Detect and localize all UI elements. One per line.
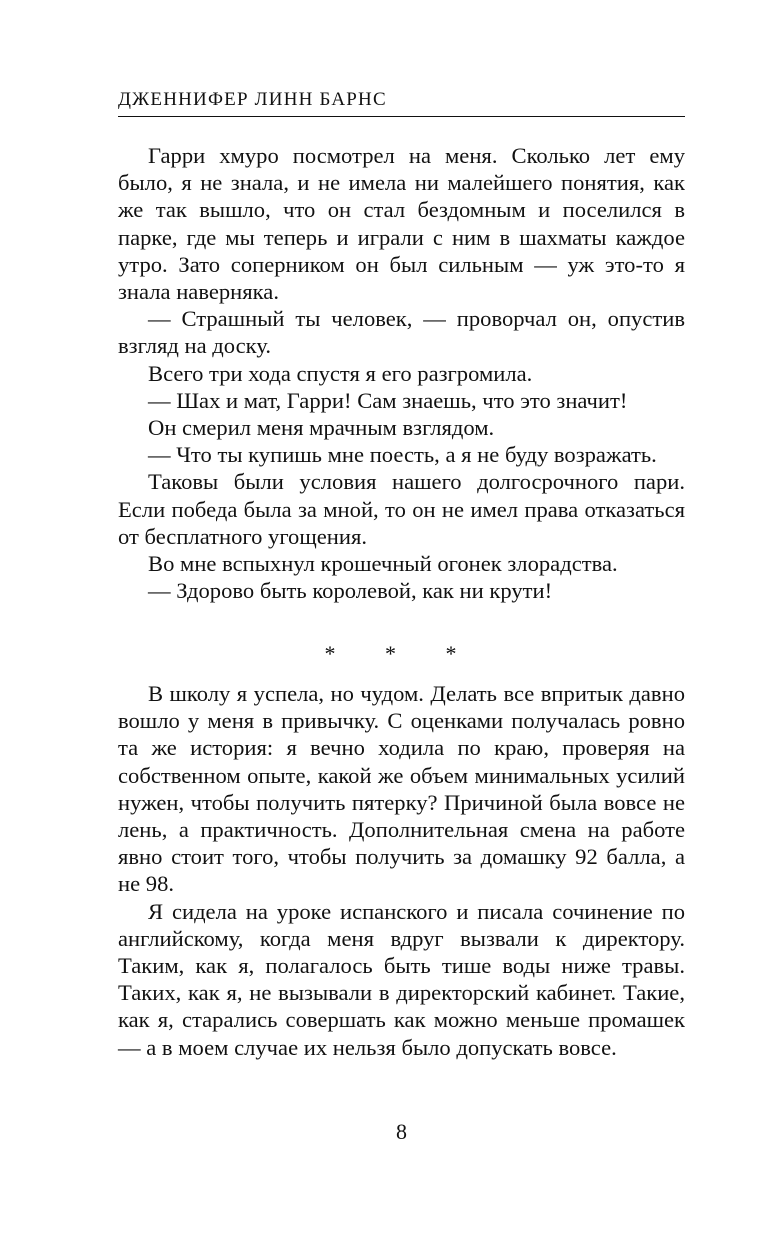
paragraph: — Здорово быть королевой, как ни крути!: [148, 578, 553, 604]
page-number: 8: [396, 1119, 407, 1144]
scene-break: * * *: [324, 641, 479, 666]
book-page: [118, 0, 685, 1241]
paragraph: Гарри хмуро посмотрел на меня. Сколько лет ему было, я не знала, и не имела ни малейшего понятия, как же так вышло, что он стал бездомным и поселился в парке, где мы теперь и играли с ним в шахматы каждое утро. Зато соперником он был сильным — уж это-то я знала наверняка.: [118, 143, 685, 305]
paragraph: — Страшный ты человек, — проворчал он, опустив взгляд на доску.: [118, 306, 685, 359]
paragraph: Он смерил меня мрачным взглядом.: [148, 415, 495, 441]
paragraph: — Что ты купишь мне поесть, а я не буду возражать.: [148, 442, 657, 468]
paragraph: Таковы были условия нашего долгосрочного пари. Если победа была за мной, то он не имел права отказаться от бесплатного угощения.: [118, 469, 685, 549]
text-section-2: [118, 680, 685, 1061]
paragraph: В школу я успела, но чудом. Делать все впритык давно вошло у меня в привычку. С оценками получалась ровно та же история: я вечно ходила по краю, проверяя на собственном опыте, какой же объем минимальных усилий нужен, чтобы получить пятерку? Причиной была вовсе не лень, а практичность. Дополнительная смена на работе явно стоит того, чтобы получить за домашку 92 балла, а не 98.: [118, 681, 685, 897]
running-title: ДЖЕННИФЕР ЛИНН БАРНС: [118, 89, 387, 110]
header-rule: [118, 116, 685, 117]
paragraph: Во мне вспыхнул крошечный огонек злорадства.: [148, 551, 618, 577]
paragraph: Всего три хода спустя я его разгромила.: [148, 360, 533, 386]
text-section-1: [118, 142, 685, 604]
paragraph: — Шах и мат, Гарри! Сам знаешь, что это значит!: [148, 387, 628, 413]
paragraph: Я сидела на уроке испанского и писала сочинение по английскому, когда меня вдруг вызвали к директору. Таким, как я, полагалось быть тише воды ниже травы. Таких, как я, не вызывали в директорский кабинет. Такие, как я, старались совершать как можно меньше промашек — а в моем случае их нельзя было допускать вовсе.: [118, 898, 685, 1060]
